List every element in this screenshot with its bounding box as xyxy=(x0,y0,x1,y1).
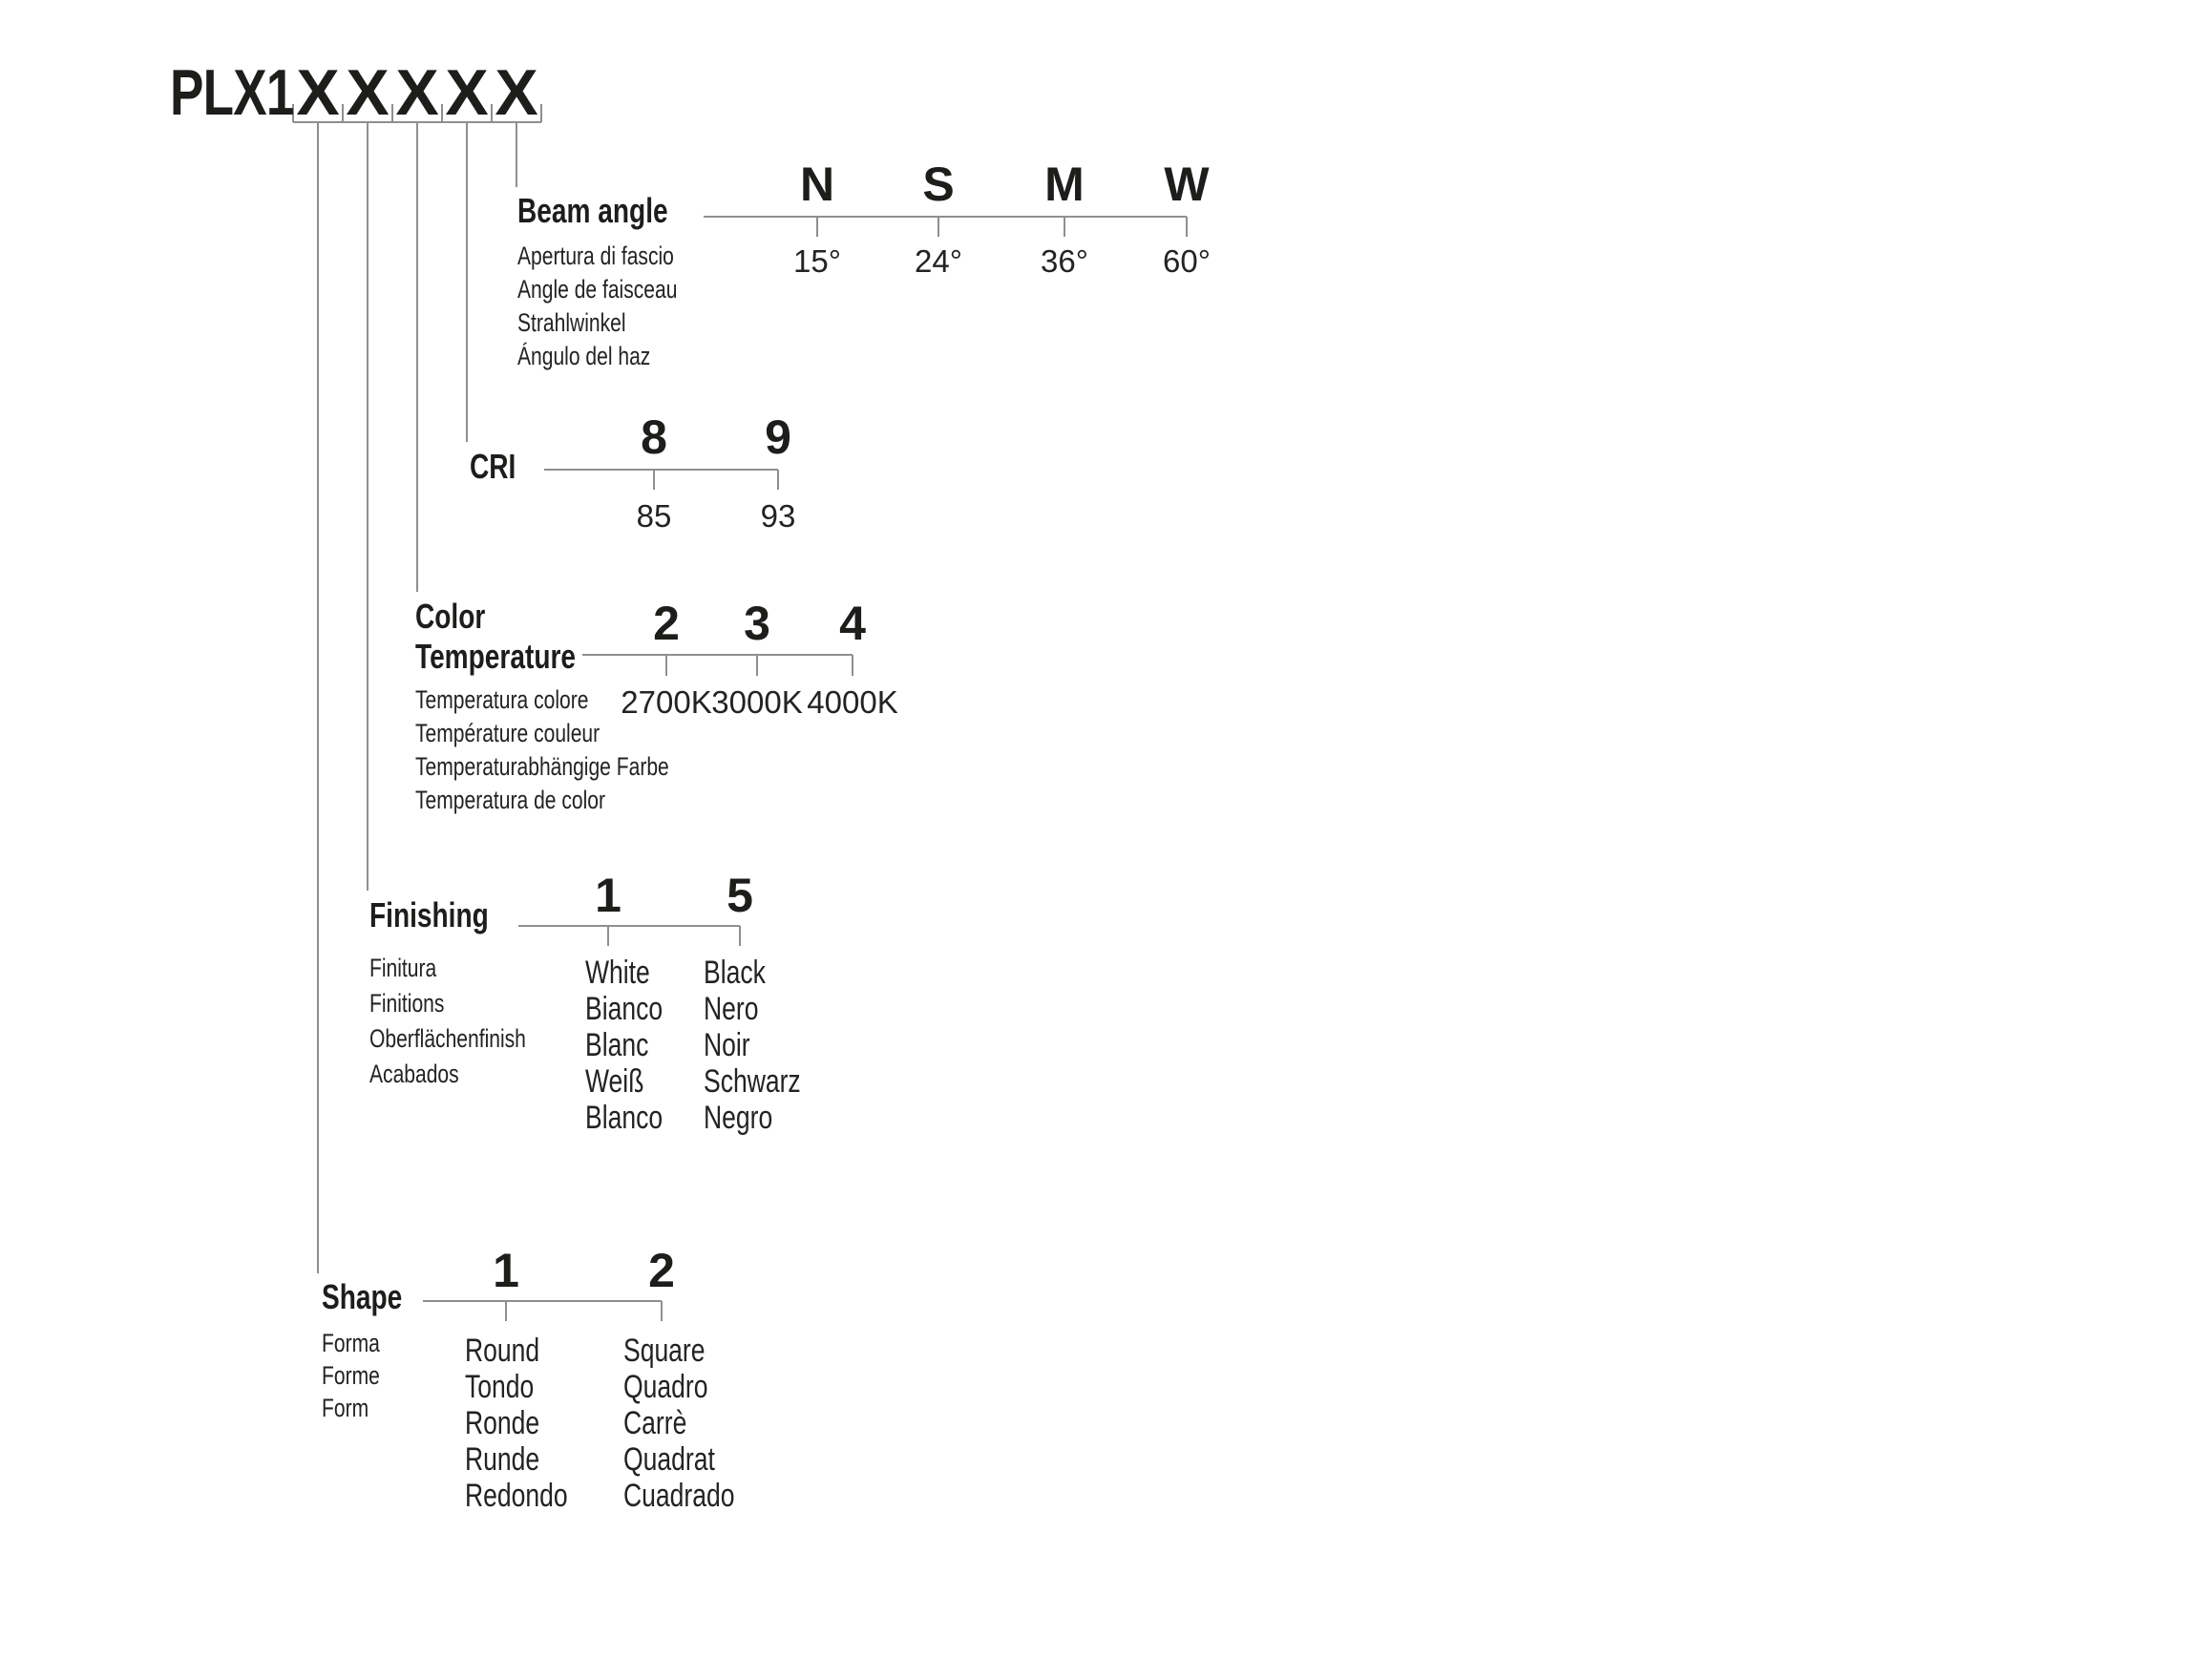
shape-code-2: 2 xyxy=(648,1244,675,1297)
section-label-color-temperature xyxy=(415,597,576,677)
translation-line: Acabados xyxy=(369,1060,459,1088)
finishing-translations xyxy=(369,951,526,1092)
option-word: Bianco xyxy=(585,991,664,1027)
cri-code-9: 9 xyxy=(765,410,791,464)
translation-line: Finitura xyxy=(369,954,437,982)
translation-line: Forma xyxy=(322,1329,380,1357)
option-word: Cuadrado xyxy=(623,1478,735,1514)
cri-rail xyxy=(544,470,778,490)
translation-line: Oberflächenfinish xyxy=(369,1024,526,1053)
translation-line: Temperaturabhängige Farbe xyxy=(415,752,669,781)
finishing-code-1: 1 xyxy=(595,869,621,922)
option-word: Weiß xyxy=(585,1063,644,1100)
cri-code-8: 8 xyxy=(641,410,667,464)
beam-angle-code-m: M xyxy=(1044,158,1085,211)
placeholder-x-3: X xyxy=(395,56,439,129)
ct-value-2700k: 2700K xyxy=(621,684,712,720)
option-word: Noir xyxy=(704,1027,750,1063)
option-word: White xyxy=(585,955,650,991)
section-label-beam-angle: Beam angle xyxy=(517,191,668,230)
shape-option-square-list xyxy=(623,1333,734,1514)
option-word: Nero xyxy=(704,991,759,1027)
shape-rail xyxy=(423,1301,662,1321)
section-label-finishing: Finishing xyxy=(369,895,489,934)
finishing-option-white-list xyxy=(585,955,663,1136)
option-word: Round xyxy=(465,1333,540,1369)
option-word: Square xyxy=(623,1333,706,1369)
option-word: Ronde xyxy=(465,1405,540,1441)
translation-line: Temperatura colore xyxy=(415,685,589,714)
translation-line: Strahlwinkel xyxy=(517,308,626,337)
beam-angle-code-s: S xyxy=(922,158,955,211)
beam-angle-translations xyxy=(517,240,677,373)
beam-angle-value-m: 36° xyxy=(1041,243,1088,279)
finishing-rail xyxy=(518,926,740,946)
translation-line: Temperatura de color xyxy=(415,786,606,814)
translation-line: Température couleur xyxy=(415,719,600,747)
section-label-cri: CRI xyxy=(470,447,516,486)
placeholder-x-1: X xyxy=(296,56,340,129)
translation-line: Finitions xyxy=(369,989,445,1018)
color-temperature-rail xyxy=(582,655,853,676)
ct-value-4000k: 4000K xyxy=(807,684,898,720)
translation-line: Forme xyxy=(322,1361,380,1390)
shape-option-round-list xyxy=(465,1333,568,1514)
option-word: Tondo xyxy=(465,1369,535,1405)
beam-angle-value-w: 60° xyxy=(1163,243,1211,279)
option-word: Redondo xyxy=(465,1478,568,1514)
product-code-prefix: PLX1 xyxy=(170,56,294,129)
placeholder-x-5: X xyxy=(495,56,538,129)
shape-code-1: 1 xyxy=(493,1244,519,1297)
label-line-1: Color xyxy=(415,597,486,636)
option-word: Blanc xyxy=(585,1027,649,1063)
ct-code-2: 2 xyxy=(653,597,680,650)
translation-line: Angle de faisceau xyxy=(517,275,678,304)
beam-angle-code-n: N xyxy=(799,158,835,211)
option-word: Blanco xyxy=(585,1100,664,1136)
cri-value-93: 93 xyxy=(760,498,796,534)
option-word: Runde xyxy=(465,1441,540,1478)
beam-angle-rail xyxy=(704,217,1187,237)
translation-line: Ángulo del haz xyxy=(517,342,651,370)
cri-value-85: 85 xyxy=(636,498,672,534)
translation-line: Form xyxy=(322,1394,369,1422)
translation-line: Apertura di fascio xyxy=(517,242,674,270)
option-word: Negro xyxy=(704,1100,773,1136)
section-label-shape: Shape xyxy=(322,1277,403,1316)
option-word: Quadrat xyxy=(623,1441,715,1478)
option-word: Black xyxy=(704,955,766,991)
option-word: Schwarz xyxy=(704,1063,801,1100)
beam-angle-value-n: 15° xyxy=(793,243,841,279)
ct-code-4: 4 xyxy=(839,597,866,650)
option-word: Quadro xyxy=(623,1369,708,1405)
label-line-2: Temperature xyxy=(415,637,577,676)
shape-translations xyxy=(322,1327,380,1424)
placeholder-x-2: X xyxy=(346,56,390,129)
option-word: Carrè xyxy=(623,1405,687,1441)
finishing-code-5: 5 xyxy=(727,869,753,922)
beam-angle-code-w: W xyxy=(1164,158,1210,211)
ct-code-3: 3 xyxy=(744,597,770,650)
placeholder-x-4: X xyxy=(445,56,489,129)
beam-angle-value-s: 24° xyxy=(915,243,962,279)
finishing-option-black-list xyxy=(704,955,801,1136)
ct-value-3000k: 3000K xyxy=(711,684,803,720)
